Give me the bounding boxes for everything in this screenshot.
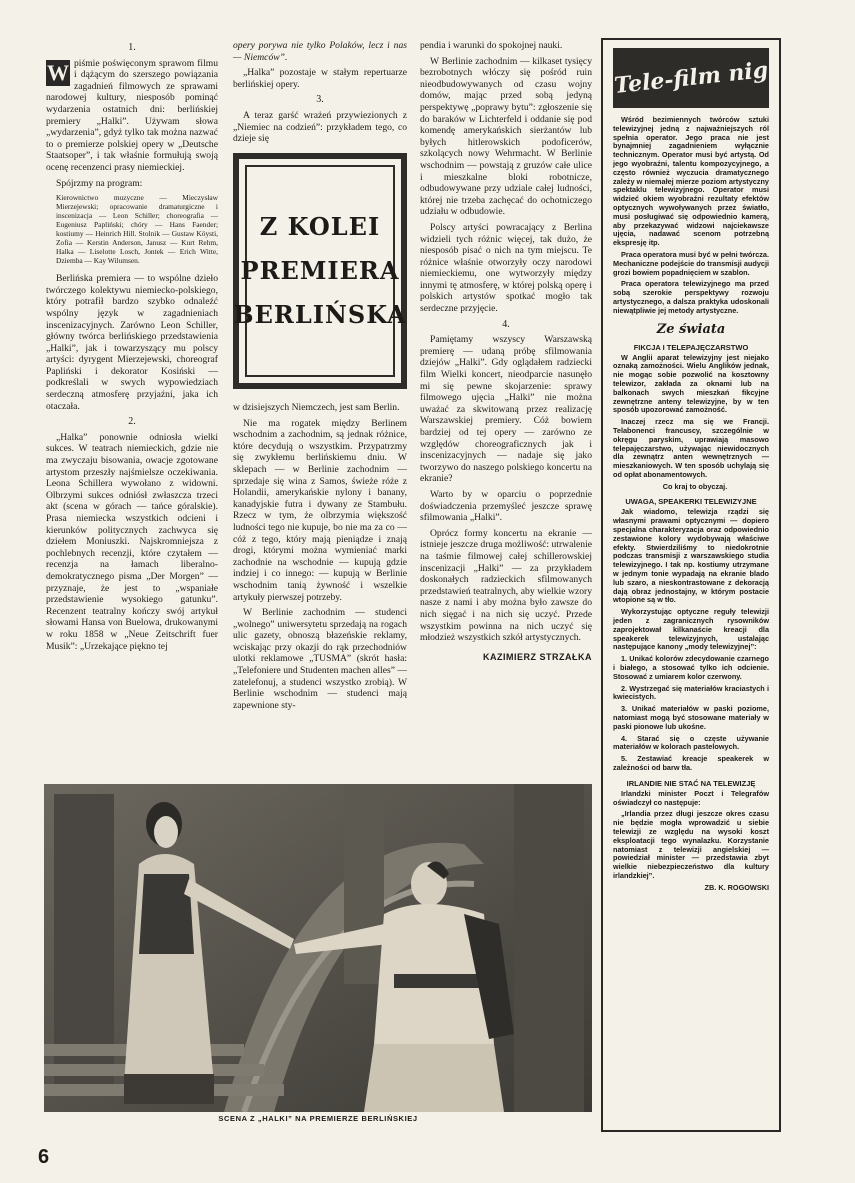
list-item: 5. Zestawiać kreacje speakerek w zależności od barw tła.	[613, 754, 769, 772]
subheading: UWAGA, SPEAKERKI TELEWIZYJNE	[625, 497, 757, 507]
paragraph: Wykorzystując optyczne reguły telewizji jeden z zagranicznych rysowników zaprojektował kilkanaście kreacji dla speakerek telewizyjnych, ustalając następujące kanony „mody telewizyjnej”:	[613, 607, 769, 652]
photo-caption: SCENA Z „HALKI” NA PREMIERZE BERLIŃSKIEJ	[218, 1114, 418, 1123]
telefilm-logo: Tele-film nig	[613, 48, 769, 108]
list-item: 1. Unikać kolorów zdecydowanie czarnego i białego, a stosować tylko ich odcienie. Stosować z umiarem kolor czerwony.	[613, 654, 769, 681]
paragraph: Nie ma rogatek między Berlinem wschodnim a zachodnim, są jednak różnice, które decydują o wszystkim. Przypatrzmy się zwykłemu berlińskiemu dniu. W sklepach — w Berlinie zachodnim — sprzedaje się wina z Samos, świeże róże z Holandii, amerykańskie nylony i banany, kanadyjskie futra i dywany ze Stambułu. Rzecz w tym, że olbrzymia większość ludności tego nie kupuje, bo nie ma za co — cóż z tego, który mają pieniądze i znają drogi, którymi można wymieniać marki zachodnie na wschodnie — kupują gdzie indziej i co innego: — kupują w Berlinie wschodnim tanią żywność i wszelkie artykuły pierwszej potrzeby.	[233, 417, 407, 603]
paragraph: „Irlandia przez długi jeszcze okres czasu nie będzie mogła wprowadzić u siebie telewizji ze względu na wysoki koszt eksploatacji tego wynalazku. Korzystanie natomiast z telewizji angielskiej — powiedział minister — przedstawia zbyt wielkie niebezpieczeństwo dla kultury irlandzkiej”.	[613, 809, 769, 880]
paragraph: opery porywa nie tylko Polaków, lecz i nas — Niemców”.	[233, 40, 407, 63]
paragraph: Spójrzmy na program:	[56, 177, 143, 189]
paragraph: w dzisiejszych Niemczech, jest sam Berlin.	[233, 402, 400, 413]
paragraph: piśmie poświęconym sprawom filmu i dążącym do szerszego powiązania zagadnień filmowych ze sprawami narodowej kultury, niesposób pominąć wydarzenia ostatnich dni: berlińskiej premiery „Halki”. Używam słowa „wydarzenia”, gdyż tylko tak można nazwać to o premierze polskiej opery w „Deutsche Staatsoper”, i tak właśnie formułują swoją ocenę recenzenci prasy niemieckiej.	[46, 57, 218, 173]
column-3	[420, 40, 592, 662]
section-number: 1.	[128, 42, 136, 53]
list-item: 3. Unikać materiałów w paski poziome, natomiast mogą być stosowane materiały w paski pionowe lub ukośne.	[613, 704, 769, 731]
paragraph: Berlińska premiera — to wspólne dzieło twórczego kolektywu niemiecko-polskiego, który potrafił bardzo szybko odnaleźć wspólny język w zagadnieniach inscenizacyjnych. Zarówno Leon Schiller, główny twórca berlińskiego przedstawienia „Halki”, jak i towarzyszący mu polscy artyści: dyrygent Mierzejewski, choreograf Papliński i dekorator Kosiński — podkreślali w swych wypowiedziach serdeczną atmosferę przyjaźni, jaka ich otaczała.	[46, 273, 218, 412]
author-signature: KAZIMIERZ STRZAŁKA	[483, 651, 592, 662]
paragraph: Co kraj to obyczaj.	[662, 481, 728, 491]
paragraph: pendia i warunki do spokojnej nauki.	[420, 40, 563, 51]
headline-box	[233, 153, 407, 389]
section-heading-ze-swiata: Ze świata	[656, 321, 726, 337]
telefilm-sidebar	[601, 38, 781, 1132]
photo-illustration	[44, 784, 592, 1112]
paragraph: Praca operatora telewizyjnego ma przed sobą szerokie perspektywy rozwoju artystycznego, a dalsza praktyka udoskonali niewątpliwie jej metody artystyczne.	[613, 279, 769, 315]
column-2-lower	[233, 402, 407, 715]
headline-line: BERLIŃSKA	[233, 300, 407, 329]
list-item: 2. Wystrzegać się materiałów kraciastych i kwiecistych.	[613, 683, 769, 702]
paragraph: „Halka” ponownie odniosła wielki sukces. W teatrach niemieckich, gdzie nie ma zwyczaju bisowania, owacje zgotowane artystom przeszły najśmielsze oczekiwania. Leona Schillera wywołano z widowni. Olbrzymi sukces odniósł zwłaszcza trzeci akt (scena w górach — tańce góralskie). Prasa niemiecka wszystkich odcieni i kierunków politycznych zachwyca się dziełem Moniuszki. Najskromniejsza z pochlebnych recenzji, które czytałem — recenzja na łamach liberalno-demokratycznego pisma „Der Morgen” — przyznaje, że jest to „wspaniałe przedstawienie wysokiego gatunku”. Recenzent teatralny kończy swój artykuł słowami Hansa von Buelowa, drukowanymi w roku 1858 w „Neue Zeitschrift fuer Musik”: „Urzekające piękno tej	[46, 431, 218, 652]
page-number: 6	[38, 1146, 50, 1168]
paragraph: Inaczej rzecz ma się we Francji. Telabonenci francuscy, szczególnie w okręgu paryskim, uprawiają masowo telepajęczarstwo, używając niewidocznych dla zewnątrz anten wewnętrznych — mieszkaniowych. W ten sposób uchylają się od opłat abonamentowych.	[613, 417, 769, 479]
paragraph: W Anglii aparat telewizyjny jest niejako oznaką zamożności. Wielu Anglików jednak, nie mogąc sobie pozwolić na kosztowny telewizor, zakłada za oknami lub na balkonach swych mieszkań fikcyjne zewnętrzne anteny telewizyjne, by w ten sposób upozorować zamożność.	[613, 352, 769, 415]
drop-cap: W	[47, 59, 69, 85]
column-2	[233, 40, 407, 149]
subheading: IRLANDIE NIE STAĆ NA TELEWIZJĘ	[626, 778, 756, 788]
list-item: 4. Starać się o częste używanie materiałów w kolorach pastelowych.	[613, 733, 769, 752]
paragraph: Jak wiadomo, telewizja rządzi się własnymi prawami optycznymi — dopiero specjalna charakteryzacja oraz odpowiednio zestawione kolory wydobywają właściwe efekty. Stwierdziliśmy to niedokrotnie podczas transmisji z warszawskiego studia telewizyjnego. I tak np. kostiumy utrzymane w jednym tonie wypadają na ekranie blado lub szaro, a nieskontrastowane z dekoracją dają obraz jednostajny, w którym postacie wtopione są w tło.	[613, 507, 769, 605]
opera-scene-photo	[44, 784, 592, 1112]
paragraph: W Berlinie zachodnim — studenci „wolnego” uniwersytetu sprzedają na rogach ulic gazety, obnoszą błazeńskie reklamy, wciskając przy okazji do rąk przechodniów ulotki reklamowe „TUSMA” (skrót hasła: „Telefoniere und Studenten machen alles” — zatelefonuj, a studenci wszystko zrobią). W Berlinie wschodnim — studenci mają zapewnione sty-	[233, 607, 407, 711]
paragraph: Oprócz formy koncertu na ekranie — istnieje jeszcze druga możliwość: utrwalenie na taśmie filmowej całej schillerowskiej inscenizacji „Halki” — za przykładem doskonałych radzieckich sfilmowanych przedstawień teatralnych, aby wielkie wzory nasze z nami i aby można było zawsze do nich sięgać i na nich się uczyć. Przede wszystkim powinna na nich uczyć się młodzież wszystkich szkół artystycznych.	[420, 527, 592, 644]
paragraph: „Halka” pozostaje w stałym repertuarze berlińskiej opery.	[233, 67, 407, 90]
paragraph: Irlandzki minister Poczt i Telegrafów oświadczył co następuje:	[613, 788, 769, 807]
paragraph: Polscy artyści powracający z Berlina widzieli tych różnic więcej, tak dużo, że niesposób pisać o nich na tym miejscu. Te różnice właśnie otworzyły oczy narodowi niemieckiemu, one wytworzyły między innymi tę atmosferę, w której polską operę i polskich artystów spotkać mogło tak serdeczne przyjęcie.	[420, 221, 592, 315]
subheading: FIKCJA I TELEPAJĘCZARSTWO	[633, 342, 749, 352]
headline-line: PREMIERA	[240, 256, 400, 285]
paragraph: W Berlinie zachodnim — kilkaset tysięcy bezrobotnych włóczy się pośród ruin nieodbudowywanych od czasu wojny domów, mając przed sobą jedyną perspektywę „poprawy bytu”: zgłoszenie się do baraków w Lichterfeld i oddanie się pod komendę amerykańskich sierżantów lub byłych hitlerowskich podoficerów, szkolących nowy Wehrmacht. W Berlinie wschodnim — powstają z gruzów całe ulice i mieszkalne bloki robotnicze, odbudowywane przy udziale całej ludności, której nie trzeba zachęcać do ochotniczego udziału w odbudowie.	[420, 55, 592, 218]
sidebar-text	[613, 116, 769, 893]
paragraph: Wśród bezimiennych twórców sztuki telewizyjnej jedną z najważniejszych ról spełnia operator. Jego praca nie jest bynajmniej zagadnieniem wyłącznie technicznym. Operator musi być artystą. Od jego wyobraźni, talentu kompozycyjnego, a często również wyczucia dramatycznego zależy w niemałej mierze poziom artystyczny spektaklu telewizyjnego. Operator musi widzieć okiem wyobraźni rezultaty efektów optycznych wywoływanych przez światło, musi posługiwać się odpowiednio kamerą, aby przekazywać widzowi najciekawsze ujęcia, nadawać scenom potrzebną ekspresję itp.	[613, 115, 769, 248]
paragraph: Pamiętamy wszyscy Warszawską premierę — udaną próbę sfilmowania dziejów „Halki”. Gdy oglądałem radziecki film Wielki koncert, nieodparcie nasunęło mi się pewne skojarzenie: sprawy filmowego ujęcia „Halki” nie można uważać za skwitowaną przez realizację Warszawskiej premiery. Cóż bowiem bardziej od tej opery — zarówno ze względów choreograficznych jak i inscenizacyjnych — nadaje się jako tworzywo do naszego polskiego koncertu na ekranie?	[420, 334, 592, 485]
section-number: 4.	[502, 318, 510, 330]
program-credits: Kierownictwo muzyczne — Mieczysław Mierzejewski; opracowanie dramaturgiczne i inscenizacja — Leon Schiller; choreografia — Eugeniusz Papliński; chóry — Hans Faender; kostiumy — Heinrich Hill. Stolnik — Gustaw Köysti, Zofia — Kerstin Anderson, Janusz — Kurt Rehm, Halka — Liselotte Losch, Jontek — Erich Witte, Dziemba — Kay Wilumsen.	[56, 193, 218, 266]
column-1	[46, 40, 218, 656]
section-number: 3.	[316, 94, 324, 106]
author-signature: ZB. K. ROGOWSKI	[704, 882, 769, 892]
section-number: 2.	[128, 416, 136, 428]
headline-line: Z KOLEI	[259, 212, 381, 241]
paragraph: A teraz garść wrażeń przywiezionych z „Niemiec na codzień”: przykładem tego, co dzieje się	[233, 109, 407, 145]
paragraph: Praca operatora musi być w pełni twórcza. Mechaniczne podejście do transmisji audycji grozi bowiem popadnięciem w szablon.	[613, 249, 769, 277]
paragraph: Warto by w oparciu o poprzednie doświadczenia przemyśleć jeszcze sprawę sfilmowania „Halki”.	[420, 488, 592, 524]
